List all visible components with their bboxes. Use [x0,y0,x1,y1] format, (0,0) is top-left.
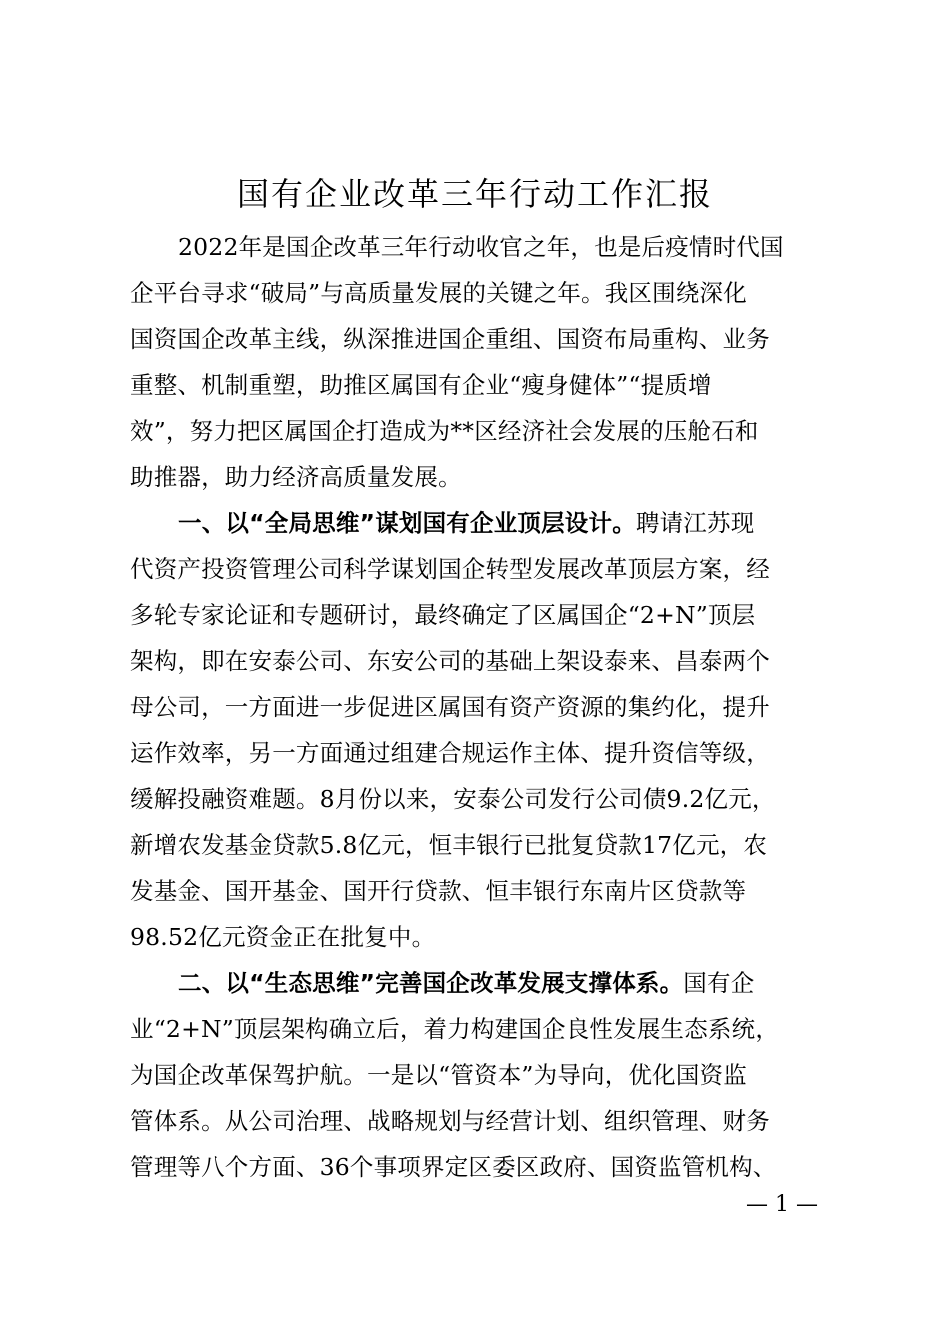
paragraph-line: 2022年是国企改革三年行动收官之年，也是后疫情时代国 [178,233,784,261]
paragraph-line: 为国企改革保驾护航。一是以“管资本”为导向，优化国资监 [130,1061,747,1089]
paragraph-line: 运作效率，另一方面通过组建合规运作主体、提升资信等级， [130,739,770,767]
page-number: — 1 — [746,1192,818,1217]
intro-paragraph [130,224,820,500]
section-one-lead-text: 聘请江苏现 [635,509,755,537]
paragraph-line: 多轮专家论证和专题研讨，最终确定了区属国企“2+N”顶层 [130,601,756,629]
paragraph-line: 代资产投资管理公司科学谋划国企转型发展改革顶层方案，经 [130,555,770,583]
section-two-lead-text: 国有企 [683,969,755,997]
section-one-heading: 一、以“全局思维”谋划国有企业顶层设计。 [178,509,636,537]
paragraph-line: 98.52亿元资金正在批复中。 [130,923,436,951]
paragraph-line: 管理等八个方面、36个事项界定区委区政府、国资监管机构、 [130,1153,777,1181]
section-two-heading: 二、以“生态思维”完善国企改革发展支撑体系。 [178,969,684,997]
paragraph-line: 新增农发基金贷款5.8亿元，恒丰银行已批复贷款17亿元，农 [130,831,768,859]
paragraph-line: 缓解投融资难题。8月份以来，安泰公司发行公司债9.2亿元， [130,785,776,813]
paragraph-line: 企平台寻求“破局”与高质量发展的关键之年。我区围绕深化 [130,279,747,307]
section-one-paragraph [130,500,820,960]
paragraph-line: 重整、机制重塑，助推区属国有企业“瘦身健体”“提质增 [130,371,712,399]
paragraph-line: 国资国企改革主线，纵深推进国企重组、国资布局重构、业务 [130,325,770,353]
document-title: 国有企业改革三年行动工作汇报 [236,175,713,213]
paragraph-line: 架构，即在安泰公司、东安公司的基础上架设泰来、昌泰两个 [130,647,770,675]
paragraph-line: 发基金、国开基金、国开行贷款、恒丰银行东南片区贷款等 [130,877,747,905]
paragraph-line [130,960,820,1006]
paragraph-line [130,500,820,546]
paragraph-line: 效”，努力把区属国企打造成为**区经济社会发展的压舱石和 [130,417,759,445]
paragraph-line: 管体系。从公司治理、战略规划与经营计划、组织管理、财务 [130,1107,770,1135]
section-two-paragraph [130,960,820,1190]
paragraph-line: 母公司，一方面进一步促进区属国有资产资源的集约化，提升 [130,693,770,721]
paragraph-line: 助推器，助力经济高质量发展。 [130,463,462,491]
paragraph-line: 业“2+N”顶层架构确立后，着力构建国企良性发展生态系统， [130,1015,780,1043]
